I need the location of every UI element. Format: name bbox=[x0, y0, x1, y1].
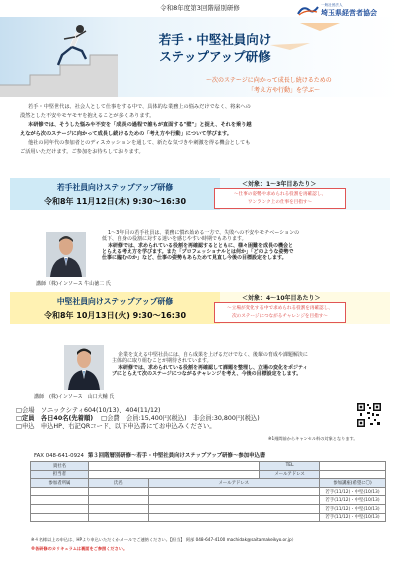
participant-email-field[interactable] bbox=[148, 496, 319, 505]
info-venue: □会場 ソニックシティ604(10/13)、404(11/12) bbox=[16, 407, 161, 414]
course2-note bbox=[214, 302, 346, 323]
contact-email-field[interactable] bbox=[319, 470, 385, 479]
cancel-note: ※1週間前からキャンセル料の対象となります。 bbox=[268, 436, 358, 441]
course1-note bbox=[214, 188, 346, 209]
email-label: メールアドレス bbox=[260, 470, 320, 479]
info-apply: □申込 申込HP、右記QRコード、以下申込書にてお申込みください。 bbox=[16, 423, 216, 431]
lecturer-portrait-icon bbox=[64, 345, 104, 390]
hero-title-line1: 若手・中堅社員向け bbox=[158, 32, 272, 47]
dept-field[interactable] bbox=[31, 496, 89, 505]
participant-email-field[interactable] bbox=[148, 487, 319, 496]
dept-field[interactable] bbox=[31, 504, 89, 513]
intro-line: 他社の同年代の参加者とのディスカッションを通して、新たな気づきや刺激を得る機会としても bbox=[28, 140, 251, 146]
course1-target: ＜対象：1～3年目あたり＞ bbox=[242, 181, 317, 188]
lecturer2-photo bbox=[64, 345, 104, 390]
course2-target: ＜対象：4～10年目あたり＞ bbox=[242, 295, 321, 302]
course1-desc-line: 仕事に臨むのか」など、仕事の姿勢もあらためて見直し今後の目標設定をします。 bbox=[102, 255, 287, 262]
col-name: 氏名 bbox=[88, 479, 148, 488]
lecturer1-photo bbox=[46, 232, 86, 277]
table-row bbox=[31, 504, 386, 513]
course2-box bbox=[10, 292, 390, 324]
course2-tab bbox=[10, 292, 220, 324]
course2-note-line1: ～立場が変化する中で求められる役割を再確認し、 bbox=[227, 306, 333, 311]
course-choice[interactable]: 若手(11/12)・中堅(10/13) bbox=[319, 513, 385, 522]
course-choice[interactable]: 若手(11/12)・中堅(10/13) bbox=[319, 496, 385, 505]
name-field[interactable] bbox=[88, 487, 148, 496]
org-logo bbox=[297, 3, 393, 17]
course-choice[interactable]: 若手(11/12)・中堅(10/13) bbox=[319, 504, 385, 513]
course1-desc-line: 低下、自身の役割に対する迷いを感じやすい時期でもあります。 bbox=[102, 236, 247, 243]
course1-description bbox=[102, 230, 299, 261]
series-label: 令和8年度第3回階層別研修 bbox=[160, 4, 240, 12]
info-capacity: □定員 各日40名(先着順) bbox=[16, 415, 94, 423]
lecturer1-caption: 講師（株)インソース 牛山徳二 氏 bbox=[36, 281, 111, 287]
intro-line: 若手・中堅世代は、社会人として仕事をする中で、具体的な業務上の悩みだけでなく、将来への bbox=[28, 104, 251, 110]
hero-subtitle-line2: 「考え方や行動」を学ぶ～ bbox=[248, 87, 321, 94]
person-label: 担当者 bbox=[31, 470, 89, 479]
course1-desc-line: 1～3年目の若手社員は、業務に慣れ始める一方で、失敗への不安やモチベーションの bbox=[108, 230, 300, 236]
intro-line: えながら次のステージに向かって成長し続けるための「考え方や行動」について学びます。 bbox=[20, 131, 232, 137]
col-dept: 参加者所属 bbox=[31, 479, 89, 488]
course1-note-line2: ワンランク上の仕事を目指す～ bbox=[247, 200, 313, 205]
footer-curriculum-note: ※各研修のカリキュラムは裏面をご参照ください。 bbox=[31, 546, 128, 551]
fax-number: FAX 048-641-0924 bbox=[34, 453, 84, 459]
course2-date: 令和8年 10月13日(火) 9:30～16:30 bbox=[43, 311, 187, 320]
qr-code-icon[interactable] bbox=[356, 402, 382, 428]
course2-description bbox=[112, 352, 308, 377]
intro-line: 漠然とした不安やモヤモヤを抱えることが多くあります。 bbox=[20, 113, 155, 119]
info-block bbox=[16, 407, 260, 432]
participant-email-field[interactable] bbox=[148, 513, 319, 522]
course1-box bbox=[10, 178, 390, 210]
fax-line bbox=[34, 451, 265, 459]
dept-field[interactable] bbox=[31, 513, 89, 522]
table-row bbox=[31, 487, 386, 496]
name-field[interactable] bbox=[88, 496, 148, 505]
course-choice[interactable]: 若手(11/12)・中堅(10/13) bbox=[319, 487, 385, 496]
lecturer2-caption: 講師 (株)インソース 山口大輔 氏 bbox=[34, 394, 115, 400]
form-title: 第３回階層別研修～若手・中堅社員向けステップアップ研修～参加申込書 bbox=[87, 453, 266, 459]
table-row bbox=[31, 496, 386, 505]
course2-desc-line: ブにとらえて次のステージにつながるチャレンジを考え、今後の目標設定をします。 bbox=[112, 370, 302, 377]
col-email: メールアドレス bbox=[148, 479, 319, 488]
dept-field[interactable] bbox=[31, 487, 89, 496]
application-form bbox=[30, 461, 386, 522]
course1-title: 若手社員向けステップアップ研修 bbox=[56, 183, 174, 192]
info-fee: □会費 会員:15,400円(税込) 非会員:30,800円(税込) bbox=[101, 415, 260, 423]
course2-desc-line: 企業を支える中堅社員には、自ら成果を上げるだけでなく、後輩の育成や課題解決に bbox=[118, 352, 308, 358]
intro-line: 本研修では、そうした悩みや不安を「成長の過程で誰もが直面する"壁"」と捉え、それを乗り越 bbox=[28, 122, 252, 128]
org-logo-mark-icon bbox=[297, 4, 319, 16]
tel-field[interactable] bbox=[319, 462, 385, 471]
participant-email-field[interactable] bbox=[148, 504, 319, 513]
table-row bbox=[31, 513, 386, 522]
course1-date: 令和8年 11月12日(木) 9:30～16:30 bbox=[43, 197, 187, 206]
intro-line: ご活用いただけます。ご参加をお待ちしております。 bbox=[20, 149, 144, 155]
course1-tab bbox=[10, 178, 220, 210]
course2-desc-line: 本研修では、求められている役割を再確認して課題を整理し、立場の変化をポジティ bbox=[118, 364, 308, 371]
course1-desc-line: とらえる考え方を学びます。また「プロフェッショナルとは何か」「どのような姿勢で bbox=[102, 248, 294, 255]
person-field[interactable] bbox=[88, 470, 259, 479]
course1-desc-line: 本研修では、求められている役割を再確認するとともに、様々困難を成長の機会と bbox=[108, 242, 294, 249]
lecturer-portrait-icon bbox=[46, 232, 86, 277]
course2-note-line2: 次のステージにつながるチャレンジを目指す～ bbox=[232, 314, 328, 319]
name-field[interactable] bbox=[88, 504, 148, 513]
hero-title-line2: ステップアップ研修 bbox=[159, 49, 271, 64]
company-field[interactable] bbox=[88, 462, 259, 471]
company-label: 貴社名 bbox=[31, 462, 89, 471]
hero-subtitle-line1: ～次のステージに向かって成長し続けるための bbox=[206, 77, 332, 84]
footer-note: ※４名様以上の申込は、HPより申込いただくかメールでご連絡ください。【担当】 阿部 048-647-4100 machidak@saitamakeikyo.or.jp） bbox=[31, 537, 296, 542]
col-course: 参加講座(希望に〇) bbox=[319, 479, 385, 488]
course1-note-line1: ～仕事の姿勢や求められる役割を再確認し、 bbox=[234, 192, 326, 197]
org-sub: 一般社団法人 bbox=[321, 3, 343, 7]
org-name: 埼玉県経営者協会 bbox=[321, 9, 377, 17]
name-field[interactable] bbox=[88, 513, 148, 522]
tel-label: TEL bbox=[260, 462, 320, 471]
course2-title: 中堅社員向けステップアップ研修 bbox=[56, 297, 174, 306]
course2-desc-line: 主体的に取り組むことが期待されています。 bbox=[112, 358, 212, 365]
